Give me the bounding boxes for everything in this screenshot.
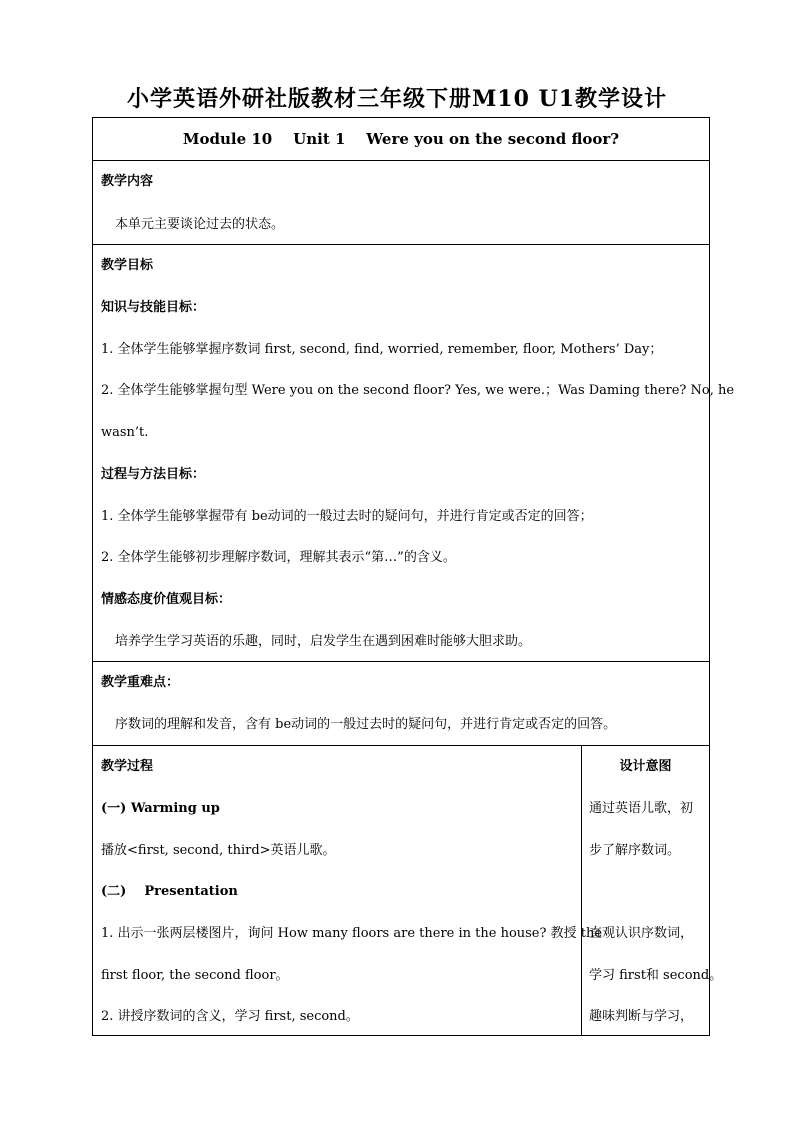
emotion-heading: 情感态度价值观目标：	[101, 592, 232, 607]
content-text: 本单元主要谈论过去的状态。	[115, 217, 285, 232]
document-title: 小学英语外研社版教材三年级下册M10 U1教学设计	[126, 86, 668, 112]
step-1-cont: first floor, the second floor。	[101, 968, 289, 983]
presentation-heading: (二) Presentation	[101, 884, 238, 899]
warmup-heading: (一) Warming up	[101, 801, 220, 816]
content-row	[93, 161, 709, 245]
intent-2-cont: 学习 first和 second。	[589, 968, 723, 983]
knowledge-heading: 知识与技能目标：	[101, 300, 206, 315]
emotion-text: 培养学生学习英语的乐趣，同时，启发学生在遇到困难时能够大胆求助。	[115, 634, 532, 649]
intent-3: 趣味判断与学习，	[589, 1009, 694, 1024]
intent-1: 通过英语儿歌，初	[589, 801, 694, 816]
key-points-text: 序数词的理解和发音，含有 be动词的一般过去时的疑问句，并进行肯定或否定的回答。	[115, 717, 617, 732]
key-points-row	[93, 662, 709, 746]
process-heading: 过程与方法目标：	[101, 467, 206, 482]
knowledge-item-2: 2. 全体学生能够掌握句型 Were you on the second floor? Yes, we were.；Was Daming there? No, he	[101, 383, 735, 398]
process-item-2: 2. 全体学生能够初步理解序数词，理解其表示“第…”的含义。	[101, 550, 456, 565]
step-2: 2. 讲授序数词的含义，学习 first, second。	[101, 1009, 359, 1024]
intent-2: 直观认识序数词，	[589, 926, 694, 941]
process-row	[93, 746, 723, 1036]
warmup-text: 播放<first, second, third>英语儿歌。	[101, 843, 336, 858]
process-item-1: 1. 全体学生能够掌握带有 be动词的一般过去时的疑问句，并进行肯定或否定的回答；	[101, 509, 593, 524]
process-section-heading: 教学过程	[101, 759, 154, 774]
objectives-row	[93, 245, 735, 661]
intent-heading: 设计意图	[619, 759, 672, 774]
knowledge-item-2-cont: wasn’t.	[101, 425, 149, 440]
objectives-heading: 教学目标	[101, 258, 154, 273]
unit-title-row	[93, 118, 709, 160]
lesson-plan-table	[92, 117, 735, 1036]
content-heading: 教学内容	[101, 174, 154, 189]
key-points-heading: 教学重难点：	[101, 675, 180, 690]
intent-1-cont: 步了解序数词。	[589, 843, 681, 858]
knowledge-item-1: 1. 全体学生能够掌握序数词 first, second, find, worried, remember, floor, Mothers’ Day；	[101, 342, 663, 357]
step-1: 1. 出示一张两层楼图片，询问 How many floors are there in the house? 教授 the	[101, 926, 603, 941]
unit-title: Module 10 Unit 1 Were you on the second floor?	[182, 130, 620, 148]
